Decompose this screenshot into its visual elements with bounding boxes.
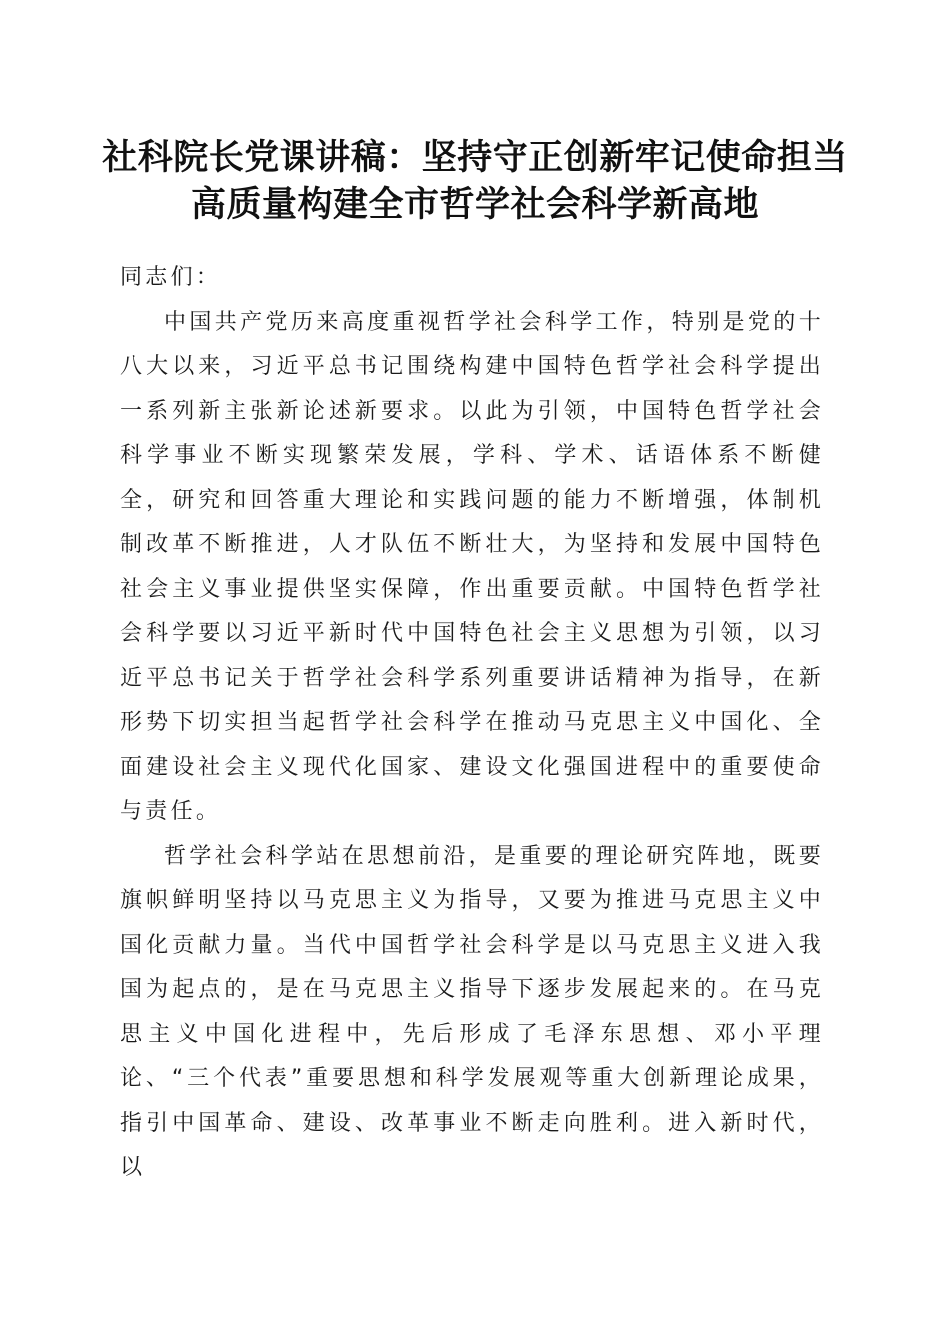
body-paragraph-1: 中国共产党历来高度重视哲学社会科学工作，特别是党的十八大以来，习近平总书记围绕构建中国特色哲学社会科学提出一系列新主张新论述新要求。以此为引领，中国特色哲学社会科学事业不断实现繁荣发展，学科、学术、话语体系不断健全，研究和回答重大理论和实践问题的能力不断增强，体制机制改革不断推进，人才队伍不断壮大，为坚持和发展中国特色社会主义事业提供坚实保障，作出重要贡献。中国特色哲学社会科学要以习近平新时代中国特色社会主义思想为引领，以习近平总书记关于哲学社会科学系列重要讲话精神为指导，在新形势下切实担当起哲学社会科学在推动马克思主义中国化、全面建设社会主义现代化国家、建设文化强国进程中的重要使命与责任。 [120,309,824,824]
salutation: 同志们： [120,265,222,290]
document-body [120,256,824,1191]
body-paragraph-2: 哲学社会科学站在思想前沿，是重要的理论研究阵地，既要旗帜鲜明坚持以马克思主义为指导，又要为推进马克思主义中国化贡献力量。当代中国哲学社会科学是以马克思主义进入我国为起点的，是在马克思主义指导下逐步发展起来的。在马克思主义中国化进程中，先后形成了毛泽东思想、邓小平理论、“三个代表”重要思想和科学发展观等重大创新理论成果，指引中国革命、建设、改革事业不断走向胜利。进入新时代，以 [120,843,824,1180]
document-title: 社科院长党课讲稿：坚持守正创新牢记使命担当高质量构建全市哲学社会科学新高地 [102,137,848,225]
